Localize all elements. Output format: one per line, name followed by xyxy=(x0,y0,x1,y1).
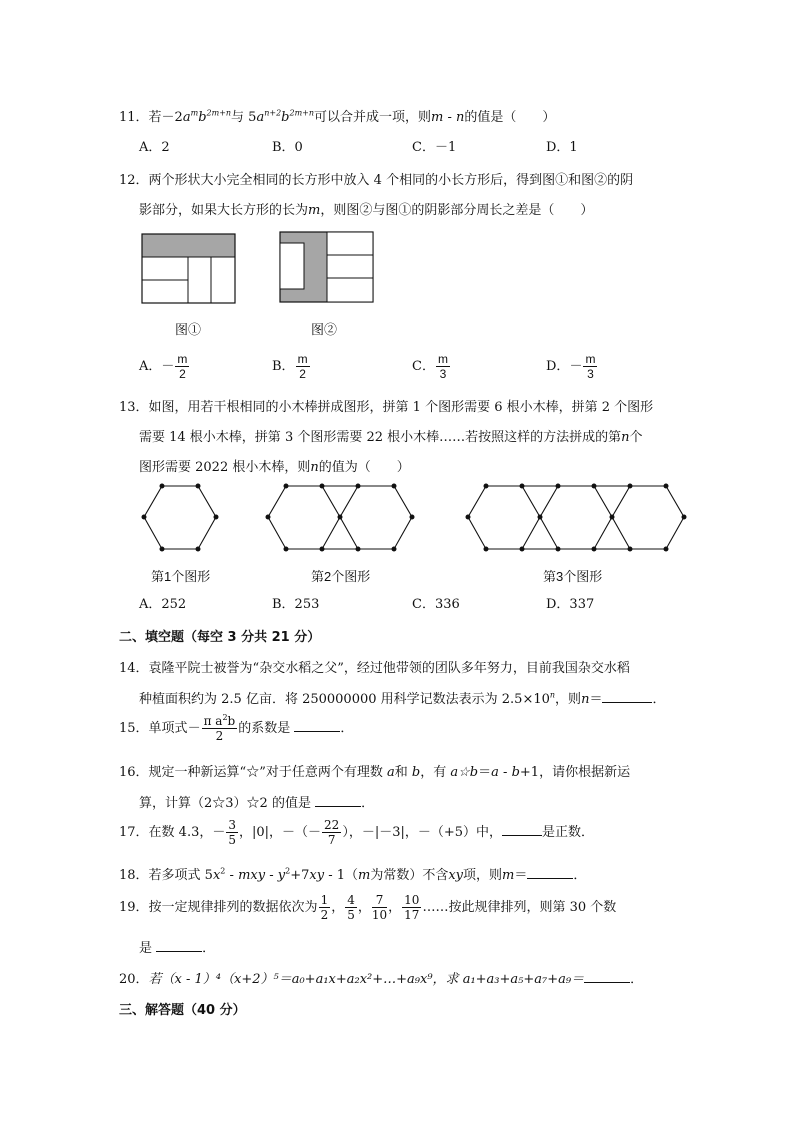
q11-option-c[interactable]: C．－1 xyxy=(412,140,457,155)
q12-line2: 影部分，如果大长方形的长为m，则图②与图①的阴影部分周长之差是（ ） xyxy=(139,203,594,218)
q18-line: 18．若多项式 $5x^2$ - mxy - $y^2+7xy - 1(m$为常数）不含xy项，则m＝ ． xyxy=(119,866,587,883)
q17-answer-blank[interactable] xyxy=(502,823,542,836)
q11-line: 11．若$-2a^mb^{2m+n}$与 $5a^{n+2}b^{2m+n}$可以合并成一项，则m - n的值是（ ） xyxy=(119,108,556,125)
q14-line1: 14．袁隆平院士被誉为“杂交水稻之父”，经过他带领的团队多年努力，目前我国杂交水稻 xyxy=(119,661,630,676)
q12-option-b[interactable]: B． $\frac{m}{2}$ xyxy=(272,352,308,381)
stick-figure-1 xyxy=(144,486,216,549)
q20-answer-blank[interactable] xyxy=(584,970,630,983)
q13-option-c[interactable]: C．336 xyxy=(412,597,460,612)
q13-sticks-figures xyxy=(136,480,696,560)
q19-fraction-1: $\frac{1}{2}$ xyxy=(320,893,329,922)
fig1-shaded-strip xyxy=(142,234,235,257)
q11-option-d[interactable]: D．1 xyxy=(546,140,578,155)
q16-answer-blank[interactable] xyxy=(315,794,361,807)
q12-option-d[interactable]: D．－ $\frac{m}{3}$ xyxy=(546,352,596,381)
q15-fraction: $\frac{\pi a^2b}{2}$ xyxy=(203,713,236,743)
q13-option-b[interactable]: B．253 xyxy=(272,597,320,612)
q15-answer-blank[interactable] xyxy=(294,719,340,732)
q12-line1: 12．两个形状大小完全相同的长方形中放入 4 个相同的小长方形后，得到图①和图②的阴 xyxy=(119,173,634,188)
q12-figure-1 xyxy=(141,233,237,305)
q16-line2: 算，计算（2☆3）☆2 的值是 ． xyxy=(139,796,375,811)
q12-figure-1-caption: 图① xyxy=(175,323,202,338)
q13-number: 13． xyxy=(119,400,149,415)
q19-answer-blank[interactable] xyxy=(156,939,202,952)
section-3-heading: 三、解答题（40 分） xyxy=(119,1003,246,1018)
q18-number: 18． xyxy=(119,868,149,883)
q13-line2: 需要 14 根小木棒，拼第 3 个图形需要 22 根小木棒……若按照这样的方法拼成的第n个 xyxy=(139,430,643,445)
q12-figure-2-caption: 图② xyxy=(311,323,338,338)
q13-line3: 图形需要 2022 根小木棒，则n的值为（ ） xyxy=(139,460,410,475)
q12-option-c[interactable]: C． $\frac{m}{3}$ xyxy=(412,352,448,381)
q11-number: 11． xyxy=(119,110,149,125)
q13-caption-3: 第3个图形 xyxy=(543,569,603,584)
stick-figure-3 xyxy=(468,486,684,549)
q17-number: 17． xyxy=(119,825,149,840)
q19-line1: 19．按一定规律排列的数据依次为 $\frac{1}{2}$ ， $\frac{4}{5}$ ， $\frac{7}{10}$ ， $\frac{10}{17}$ ……按此规律排列，则第 30 个数 xyxy=(119,893,617,922)
q11-option-b[interactable]: B．0 xyxy=(272,140,303,155)
q14-number: 14． xyxy=(119,661,149,676)
q19-fraction-4: $\frac{10}{17}$ xyxy=(404,893,420,922)
q19-fraction-2: $\frac{4}{5}$ xyxy=(347,893,355,922)
q13-caption-2: 第2个图形 xyxy=(311,569,371,584)
q15-line: 15．单项式－ $\frac{\pi a^2b}{2}$ 的系数是 ． xyxy=(119,713,354,743)
q13-line1: 13．如图，用若干根相同的小木棒拼成图形，拼第 1 个图形需要 6 根小木棒，拼第 2 个图形 xyxy=(119,400,654,415)
q19-line2: 是 ． xyxy=(139,941,216,956)
q20-number: 20． xyxy=(119,972,149,987)
q13-caption-1: 第1个图形 xyxy=(151,569,211,584)
q17-fraction-2: $\frac{22}{7}$ xyxy=(324,818,340,847)
q11-option-a[interactable]: A．2 xyxy=(139,140,170,155)
stick-joints xyxy=(142,484,687,552)
q13-option-a[interactable]: A．252 xyxy=(139,597,187,612)
q19-number: 19． xyxy=(119,900,149,915)
q14-answer-blank[interactable] xyxy=(602,690,652,703)
q12-option-a[interactable]: A．－ $\frac{m}{2}$ xyxy=(139,352,188,381)
q13-option-d[interactable]: D．337 xyxy=(546,597,595,612)
q12-number: 12． xyxy=(119,173,149,188)
q20-line: 20．若（x - 1）⁴（x+2）⁵＝a₀+a₁x+a₂x²+…+a₉x⁹，求 a₁+a₃+a₅+a₇+a₉＝ ． xyxy=(119,972,644,987)
q12-figure-2 xyxy=(279,231,375,305)
q18-answer-blank[interactable] xyxy=(527,866,573,879)
q14-line2: 种植面积约为 2.5 亿亩．将 250000000 用科学记数法表示为 $2.5\times 10^n$，则n＝ ． xyxy=(139,690,666,707)
section-2-heading: 二、填空题（每空 3 分共 21 分） xyxy=(119,630,321,645)
q16-line1: 16．规定一种新运算“☆”对于任意两个有理数 a和 b，有 a☆b＝a - b+1，请你根据新运 xyxy=(119,765,631,780)
q17-line: 17．在数 4.3，－ $\frac{3}{5}$ ，|0|，－（－ $\frac{22}{7}$ ），－|－3|，－（+5）中， 是正数． xyxy=(119,818,595,847)
q15-number: 15． xyxy=(119,721,149,736)
q17-fraction-1: $\frac{3}{5}$ xyxy=(228,818,236,847)
q16-number: 16． xyxy=(119,765,149,780)
q19-fraction-3: $\frac{7}{10}$ xyxy=(371,893,388,922)
